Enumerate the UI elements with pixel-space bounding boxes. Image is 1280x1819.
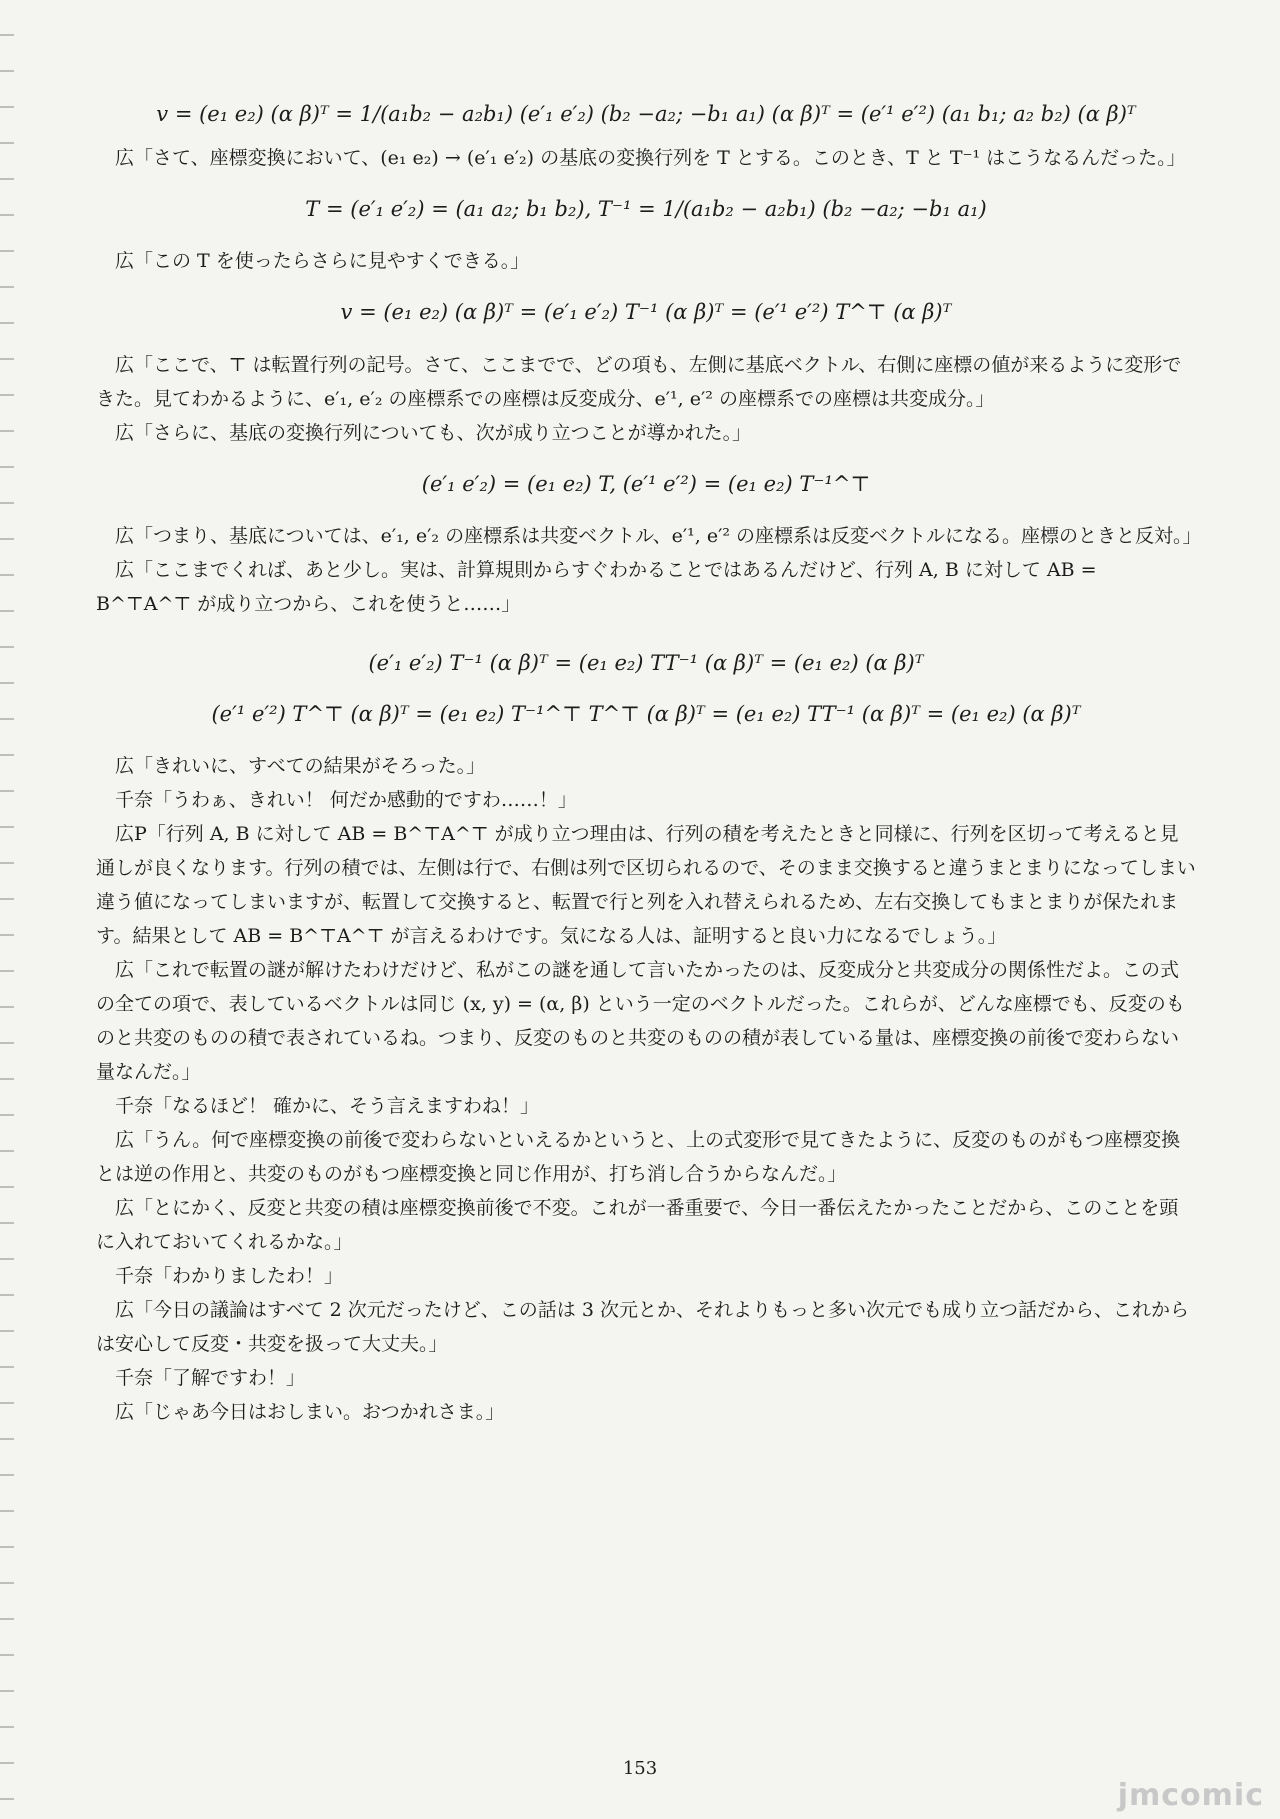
- paragraph-1: 広「さて、座標変換において、(e₁ e₂) → (e′₁ e′₂) の基底の変換行列を T とする。このとき、T と T⁻¹ はこうなるんだった。」: [115, 147, 1186, 170]
- binding-edge: [0, 0, 14, 1819]
- equation-6: (e′¹ e′²) T^⊤ (α β)ᵀ = (e₁ e₂) T⁻¹^⊤ T^⊤ (α β)ᵀ = (e₁ e₂) TT⁻¹ (α β)ᵀ = (e₁ e₂) (α β)ᵀ: [211, 701, 1081, 726]
- equation-1: v = (e₁ e₂) (α β)ᵀ = 1/(a₁b₂ − a₂b₁) (e′₁ e′₂) (b₂ −a₂; −b₁ a₁) (α β)ᵀ = (e′¹ e′²) (a₁ b₁; a₂ b₂) (α β)ᵀ: [156, 102, 1136, 126]
- equation-2: T = (e′₁ e′₂) = (a₁ a₂; b₁ b₂), T⁻¹ = 1/(a₁b₂ − a₂b₁) (b₂ −a₂; −b₁ a₁): [305, 197, 987, 222]
- paragraph-4: 広「さらに、基底の変換行列についても、次が成り立つことが導かれた。」: [115, 421, 752, 444]
- paragraph-5: 広「つまり、基底については、e′₁, e′₂ の座標系は共変ベクトル、e′¹, e′² の座標系は反変ベクトルになる。座標のときと反対。」: [115, 524, 1202, 547]
- paragraph-14: 千奈「わかりましたわ！」: [115, 1265, 344, 1288]
- paragraph-16: 千奈「了解ですわ！」: [115, 1367, 306, 1390]
- watermark-logo: jmcomic: [1117, 1778, 1264, 1813]
- paragraph-2: 広「この T を使ったらさらに見やすくできる。」: [115, 250, 530, 273]
- paragraph-15: 広「今日の議論はすべて 2 次元だったけど、この話は 3 次元とか、それよりもっと多い次元でも成り立つ話だから、これからは安心して反変・共変を扱って大丈夫。」: [96, 1299, 1189, 1356]
- paragraph-9: 広P「行列 A, B に対して AB = B^⊤A^⊤ が成り立つ理由は、行列の積を考えたときと同様に、行列を区切って考えると見通しが良くなります。行列の積では、左側は行で、右側は列で区切られるので、そのまま交換すると違うまとまりになってしまい違う値になってしまいますが、転置して交換すると、転置で行と列を入れ替えられるため、左右交換してもまとまりが保たれます。結果として AB = B^⊤A^⊤ が言えるわけです。気になる人は、証明すると良い力になるでしょう。」: [96, 823, 1196, 948]
- equation-3: v = (e₁ e₂) (α β)ᵀ = (e′₁ e′₂) T⁻¹ (α β)ᵀ = (e′¹ e′²) T^⊤ (α β)ᵀ: [340, 300, 952, 325]
- paragraph-13: 広「とにかく、反変と共変の積は座標変換前後で不変。これが一番重要で、今日一番伝えたかったことだから、このことを頭に入れておいてくれるかな。」: [96, 1197, 1179, 1254]
- page-number: 153: [622, 1758, 658, 1779]
- equation-5: (e′₁ e′₂) T⁻¹ (α β)ᵀ = (e₁ e₂) TT⁻¹ (α β)ᵀ = (e₁ e₂) (α β)ᵀ: [368, 650, 924, 675]
- paragraph-7: 広「きれいに、すべての結果がそろった。」: [115, 755, 486, 778]
- paragraph-10: 広「これで転置の謎が解けたわけだけど、私がこの謎を通して言いたかったのは、反変成分と共変成分の関係性だよ。この式の全ての項で、表しているベクトルは同じ (x, y) = (α, β) という一定のベクトルだった。これらが、どんな座標でも、反変のものと共変のものの積で表されているね。つまり、反変のものと共変のものの積が表している量は、座標変換の前後で変わらない量なんだ。」: [96, 959, 1185, 1084]
- equation-4: (e′₁ e′₂) = (e₁ e₂) T, (e′¹ e′²) = (e₁ e₂) T⁻¹^⊤: [421, 471, 871, 496]
- paragraph-12: 広「うん。何で座標変換の前後で変わらないといえるかというと、上の式変形で見てきたように、反変のものがもつ座標変換とは逆の作用と、共変のものがもつ座標変換と同じ作用が、打ち消し合うからなんだ。」: [96, 1129, 1181, 1186]
- paragraph-17: 広「じゃあ今日はおしまい。おつかれさま。」: [115, 1401, 505, 1424]
- paragraph-6: 広「ここまでくれば、あと少し。実は、計算規則からすぐわかることではあるんだけど、行列 A, B に対して AB = B^⊤A^⊤ が成り立つから、これを使うと……」: [96, 558, 1097, 615]
- page-content: [96, 96, 1202, 1429]
- paragraph-11: 千奈「なるほど！ 確かに、そう言えますわね！」: [115, 1095, 540, 1118]
- paragraph-3: 広「ここで、⊤ は転置行列の記号。さて、ここまでで、どの項も、左側に基底ベクトル、右側に座標の値が来るように変形できた。見てわかるように、e′₁, e′₂ の座標系での座標は反変成分、e′¹, e′² の座標系での座標は共変成分。」: [96, 353, 1182, 410]
- paragraph-8: 千奈「うわぁ、きれい！ 何だか感動的ですわ……！」: [115, 789, 577, 812]
